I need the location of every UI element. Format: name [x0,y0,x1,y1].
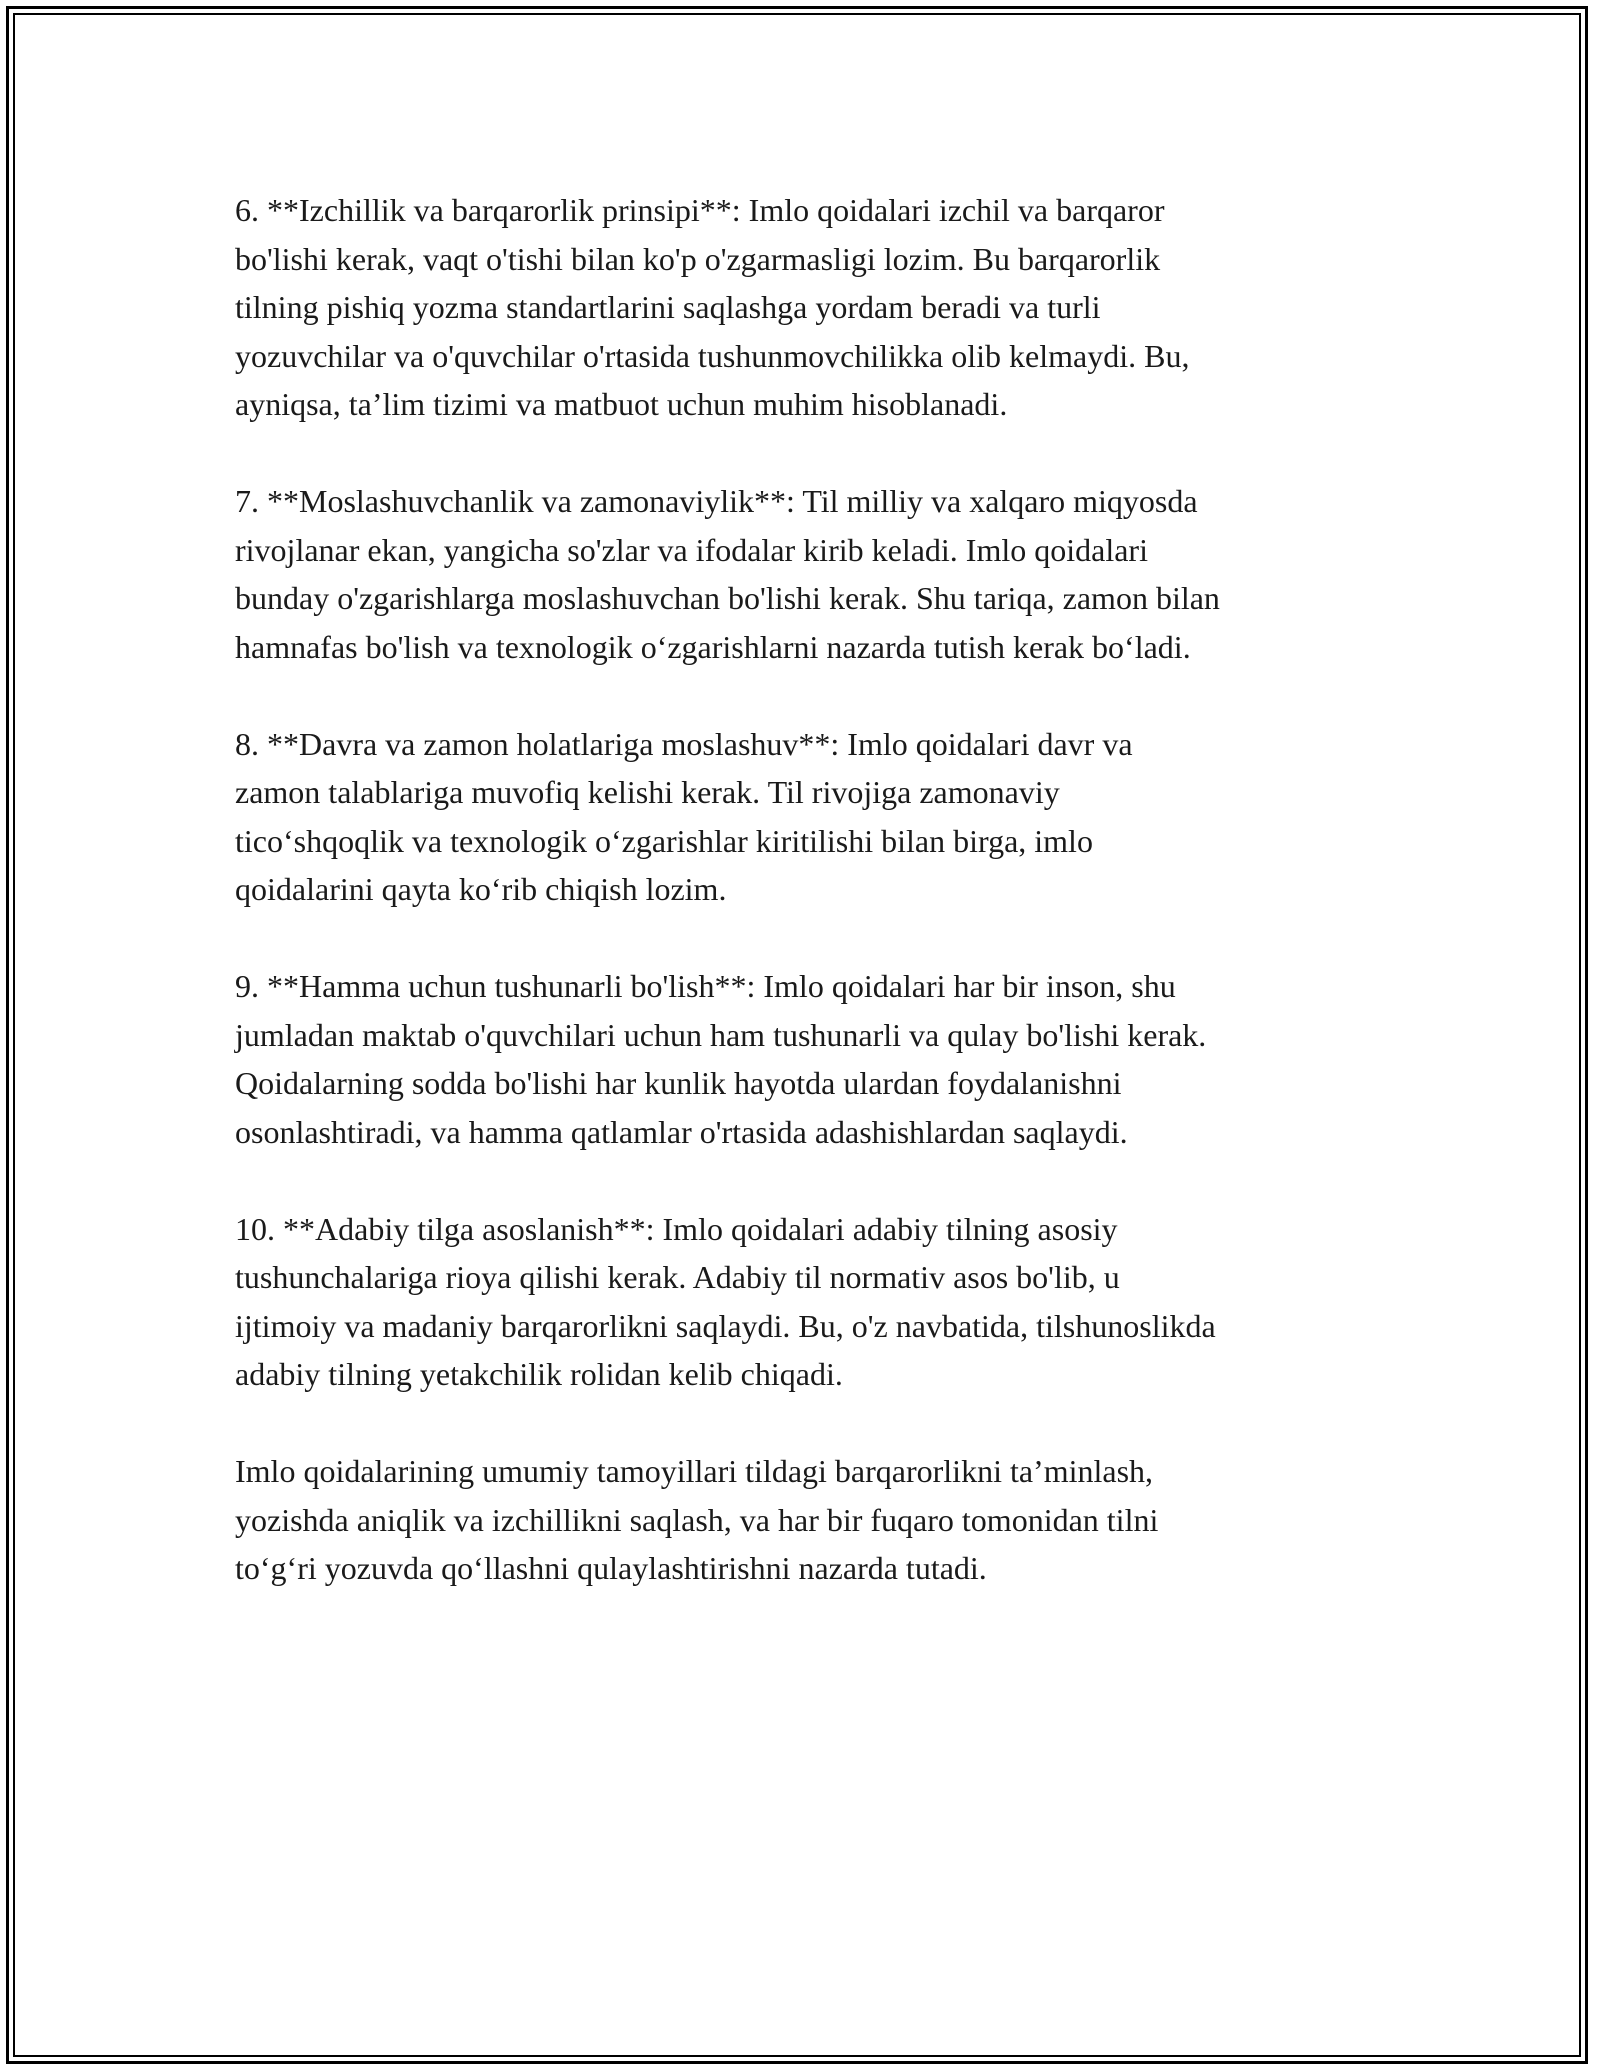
paragraph-6: 6. **Izchillik va barqarorlik prinsipi**: Imlo qoidalari izchil va barqaror bo'lishi kerak, vaqt o'tishi bilan ko'p o'zgarmasligi lozim. Bu barqarorlik tilning pishiq yozma standartlarini saqlashga yordam beradi va turli yozuvchilar va o'quvchilar o'rtasida tushunmovchilikka olib kelmaydi. Bu, ayniqsa, ta’lim tizimi va matbuot uchun muhim hisoblanadi. [235,192,1190,422]
paragraph-8: 8. **Davra va zamon holatlariga moslashuv**: Imlo qoidalari davr va zamon talablariga muvofiq kelishi kerak. Til rivojiga zamonaviy tico‘shqoqlik va texnologik o‘zgarishlar kiritilishi bilan birga, imlo qoidalarini qayta ko‘rib chiqish lozim. [235,725,1133,907]
paragraph-conclusion: Imlo qoidalarining umumiy tamoyillari tildagi barqarorlikni ta’minlash, yozishda aniqlik va izchillikni saqlash, va har bir fuqaro tomonidan tilni to‘g‘ri yozuvda qo‘llashni qulaylashtirishni nazarda tutadi. [235,1453,1159,1586]
paragraph-9: 9. **Hamma uchun tushunarli bo'lish**: Imlo qoidalari har bir inson, shu jumladan maktab o'quvchilari uchun ham tushunarli va qulay bo'lishi kerak. Qoidalarning sodda bo'lishi har kunlik hayotda ulardan foydalanishni osonlashtiradi, va hamma qatlamlar o'rtasida adashishlardan saqlaydi. [235,968,1207,1150]
document-body [235,186,1385,1641]
paragraph-10: 10. **Adabiy tilga asoslanish**: Imlo qoidalari adabiy tilning asosiy tushunchalariga rioya qilishi kerak. Adabiy til normativ asos bo'lib, u ijtimoiy va madaniy barqarorlikni saqlaydi. Bu, o'z navbatida, tilshunoslikda adabiy tilning yetakchilik rolidan kelib chiqadi. [235,1210,1216,1392]
paragraph-7: 7. **Moslashuvchanlik va zamonaviylik**: Til milliy va xalqaro miqyosda rivojlanar ekan, yangicha so'zlar va ifodalar kirib keladi. Imlo qoidalari bunday o'zgarishlarga moslashuvchan bo'lishi kerak. Shu tariqa, zamon bilan hamnafas bo'lish va texnologik o‘zgarishlarni nazarda tutish kerak bo‘ladi. [235,483,1220,665]
